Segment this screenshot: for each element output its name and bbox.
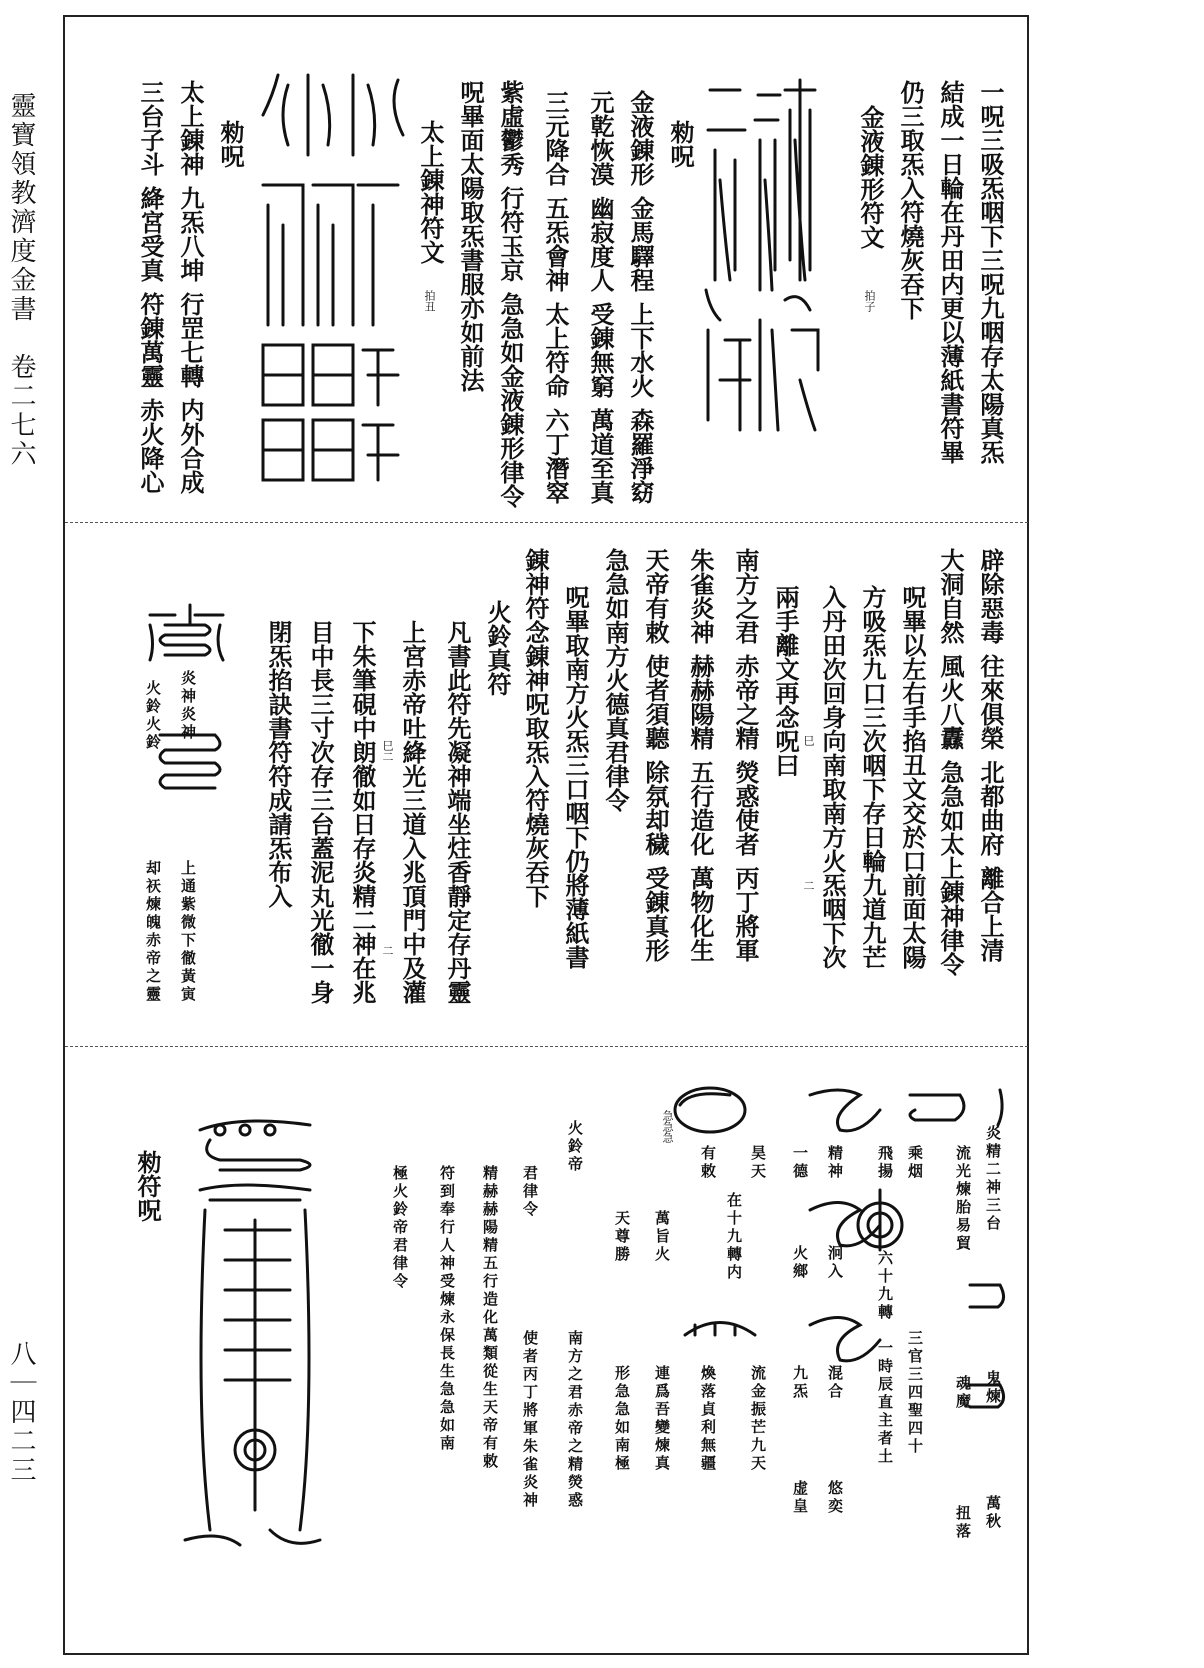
phrase-gap <box>550 398 561 408</box>
phrase-gap <box>635 398 646 408</box>
talisman-caption: 君律令 <box>521 1165 539 1219</box>
talisman-caption: 魂魔 <box>954 1375 972 1411</box>
phrase-gap <box>185 388 196 398</box>
phrase-gap <box>695 750 706 760</box>
phrase-gap <box>985 750 996 760</box>
talisman-caption: 鬼煉 <box>984 1370 1002 1406</box>
talisman-title: 金液錬形符文 <box>856 105 885 249</box>
taishang-lianshen-talisman-icon <box>258 75 408 495</box>
text-column: 大洞自然 風火八纛 急急如太上錬神律令 <box>936 548 965 976</box>
phrase-gap <box>740 644 751 654</box>
talisman-caption: 萬秋 <box>984 1495 1002 1531</box>
incantation-heading: 勑符呪 <box>133 1150 162 1222</box>
text-column: 太上錬神 九炁八坤 行罡七轉 内外合成 <box>176 80 205 494</box>
phrase-gap <box>650 750 661 760</box>
talisman-caption: 流光煉胎易貿 <box>954 1145 972 1253</box>
talisman-caption: 煥落貞利無疆 <box>699 1365 717 1473</box>
talisman-caption: 使者丙丁將軍朱雀炎神 <box>521 1330 539 1510</box>
phrase-gap <box>985 644 996 654</box>
text-column: 南方之君 赤帝之精 熒惑使者 丙丁將軍 <box>731 548 760 962</box>
jinye-lianxing-talisman-icon <box>700 80 830 450</box>
text-column: 辟除惡毒 往來俱榮 北都曲府 離合上清 <box>976 548 1005 962</box>
talisman-caption: 六十九轉 <box>876 1250 894 1322</box>
talisman-title: 火鈴真符 <box>483 600 512 696</box>
text-column: 上宮赤帝吐絳光三道入兆頂門中及灌 <box>398 620 427 1004</box>
talisman-caption: 形急急如南極 <box>613 1365 631 1473</box>
text-column: 仍三取炁入符燒灰吞下 <box>896 80 925 320</box>
talisman-caption: 一德 <box>791 1145 809 1181</box>
text-column: 三元降合 五炁會神 太上符命 六丁潛窣 <box>541 90 570 504</box>
text-column: 金液錬形 金馬驛程 上下水火 森羅淨窈 <box>626 90 655 504</box>
talisman-caption: 南方之君赤帝之精熒惑 <box>566 1330 584 1510</box>
talisman-caption: 有敕 <box>699 1145 717 1181</box>
phrase-gap <box>145 282 156 292</box>
talisman-caption: 流金振芒九天 <box>749 1365 767 1473</box>
talisman-caption: 連爲吾變煉真 <box>653 1365 671 1473</box>
phrase-gap <box>550 186 561 196</box>
talisman-caption: 泂入 <box>826 1245 844 1281</box>
text-column: 三台子斗 絳宮受真 符錬萬靈 赤火降心 <box>136 80 165 494</box>
text-column: 兩手離文再念呪曰 <box>771 585 800 777</box>
text-column: 天帝有敕 使者須聽 除氛却穢 受錬真形 <box>641 548 670 962</box>
text-column: 一呪三吸炁咽下三呪九咽存太陽真炁 <box>976 80 1005 464</box>
text-column: 閉炁掐訣書符符成請炁布入 <box>264 620 293 908</box>
talisman-caption: 三官三四聖四十 <box>906 1330 924 1456</box>
talisman-caption: 一時辰直主者土 <box>876 1340 894 1466</box>
talisman-caption: 炎精二神三台 <box>984 1125 1002 1233</box>
incantation-heading: 勑呪 <box>666 120 695 168</box>
section-divider <box>65 522 1028 523</box>
phrase-gap <box>145 388 156 398</box>
phrase-gap <box>635 292 646 302</box>
talisman-caption: 上通紫微下徹黃寅 <box>179 860 197 1004</box>
large-talisman-icon <box>180 1110 330 1560</box>
talisman-caption: 精赫赫陽精五行造化萬類從生天帝有敕 <box>481 1165 499 1471</box>
text-column: 呪畢以左右手掐丑文交於口前面太陽 <box>898 585 927 969</box>
phrase-gap <box>650 644 661 654</box>
text-column: 紫虛鬱秀 行符玉京 急急如金液錬形律令 <box>496 80 525 508</box>
talisman-title: 太上錬神符文 <box>416 120 445 264</box>
phrase-gap <box>550 292 561 302</box>
annotation-note: 拍子 <box>863 290 876 312</box>
phrase-gap <box>740 856 751 866</box>
text-column: 目中長三寸次存三台蓋泥丸光徹一身 <box>306 620 335 1004</box>
annotation-note: 巳 <box>802 735 815 746</box>
phrase-gap <box>695 644 706 654</box>
phrase-gap <box>145 176 156 186</box>
text-column: 凡書此符先凝神端坐炷香靜定存丹靈 <box>443 620 472 1004</box>
text-column: 方吸炁九口三次咽下存日輪九道九芒 <box>858 585 887 969</box>
incantation-heading: 勑呪 <box>216 120 245 168</box>
text-column: 元亁恢漠 幽寂度人 受錬無窮 萬道至真 <box>586 90 615 504</box>
phrase-gap <box>945 644 956 654</box>
talisman-caption: 飛揚 <box>876 1145 894 1181</box>
talisman-caption: 悠奕 <box>826 1480 844 1516</box>
talisman-caption: 火鈴火鈴 <box>144 680 162 752</box>
annotation-note: 二 <box>381 945 394 956</box>
talisman-caption: 虚皇 <box>791 1480 809 1516</box>
text-column: 結成一日輪在丹田内更以薄紙書符畢 <box>936 80 965 464</box>
phrase-gap <box>595 186 606 196</box>
text-column: 急急如南方火德真君律令 <box>601 548 630 812</box>
talisman-caption: 在十九轉内 <box>725 1192 743 1282</box>
text-column: 朱雀炎神 赫赫陽精 五行造化 萬物化生 <box>686 548 715 962</box>
text-column: 呪畢取南方火炁三口咽下仍將薄紙書 <box>561 585 590 969</box>
annotation-note: 拍丑 <box>423 290 436 312</box>
annotation-note: 巳二 <box>381 740 394 762</box>
talisman-caption: 九炁 <box>791 1365 809 1401</box>
talisman-caption: 乘烟 <box>906 1145 924 1181</box>
talisman-caption: 精神 <box>826 1145 844 1181</box>
phrase-gap <box>650 856 661 866</box>
text-column: 下朱筆硯中朗徹如日存炎精二神在兆 <box>348 620 377 1004</box>
talisman-caption: 急急急 <box>661 1110 674 1143</box>
talisman-caption: 扭落 <box>954 1505 972 1541</box>
text-column: 入丹田次回身向南取南方火炁咽下次 <box>818 585 847 969</box>
talisman-caption: 符到奉行人神受煉永保長生急急如南 <box>438 1165 456 1453</box>
phrase-gap <box>695 856 706 866</box>
talisman-caption: 極火鈴帝君律令 <box>391 1165 409 1291</box>
phrase-gap <box>505 176 516 186</box>
section-divider <box>65 1046 1028 1047</box>
book-title: 靈寶領教濟度金書 卷二七六 <box>6 92 36 469</box>
phrase-gap <box>985 856 996 866</box>
phrase-gap <box>945 750 956 760</box>
phrase-gap <box>740 750 751 760</box>
phrase-gap <box>635 186 646 196</box>
talisman-caption: 天尊勝 <box>613 1210 631 1264</box>
talisman-caption: 昊天 <box>749 1145 767 1181</box>
annotation-note: 二 <box>802 880 815 891</box>
text-column: 錬神符念錬神呪取炁入符燒灰吞下 <box>521 548 550 908</box>
talisman-caption: 炎神炎神 <box>179 670 197 742</box>
talisman-caption: 混合 <box>826 1365 844 1401</box>
talisman-caption: 萬旨火 <box>653 1210 671 1264</box>
phrase-gap <box>185 282 196 292</box>
text-column: 呪畢面太陽取炁書服亦如前法 <box>456 80 485 392</box>
phrase-gap <box>505 282 516 292</box>
phrase-gap <box>185 176 196 186</box>
phrase-gap <box>595 292 606 302</box>
talisman-caption: 却祆煉魄赤帝之靈 <box>144 860 162 1004</box>
talisman-caption: 火鈴帝 <box>566 1120 584 1174</box>
page-number: 八｜四二三 <box>6 1340 36 1485</box>
talisman-caption: 火鄉 <box>791 1245 809 1281</box>
phrase-gap <box>595 398 606 408</box>
